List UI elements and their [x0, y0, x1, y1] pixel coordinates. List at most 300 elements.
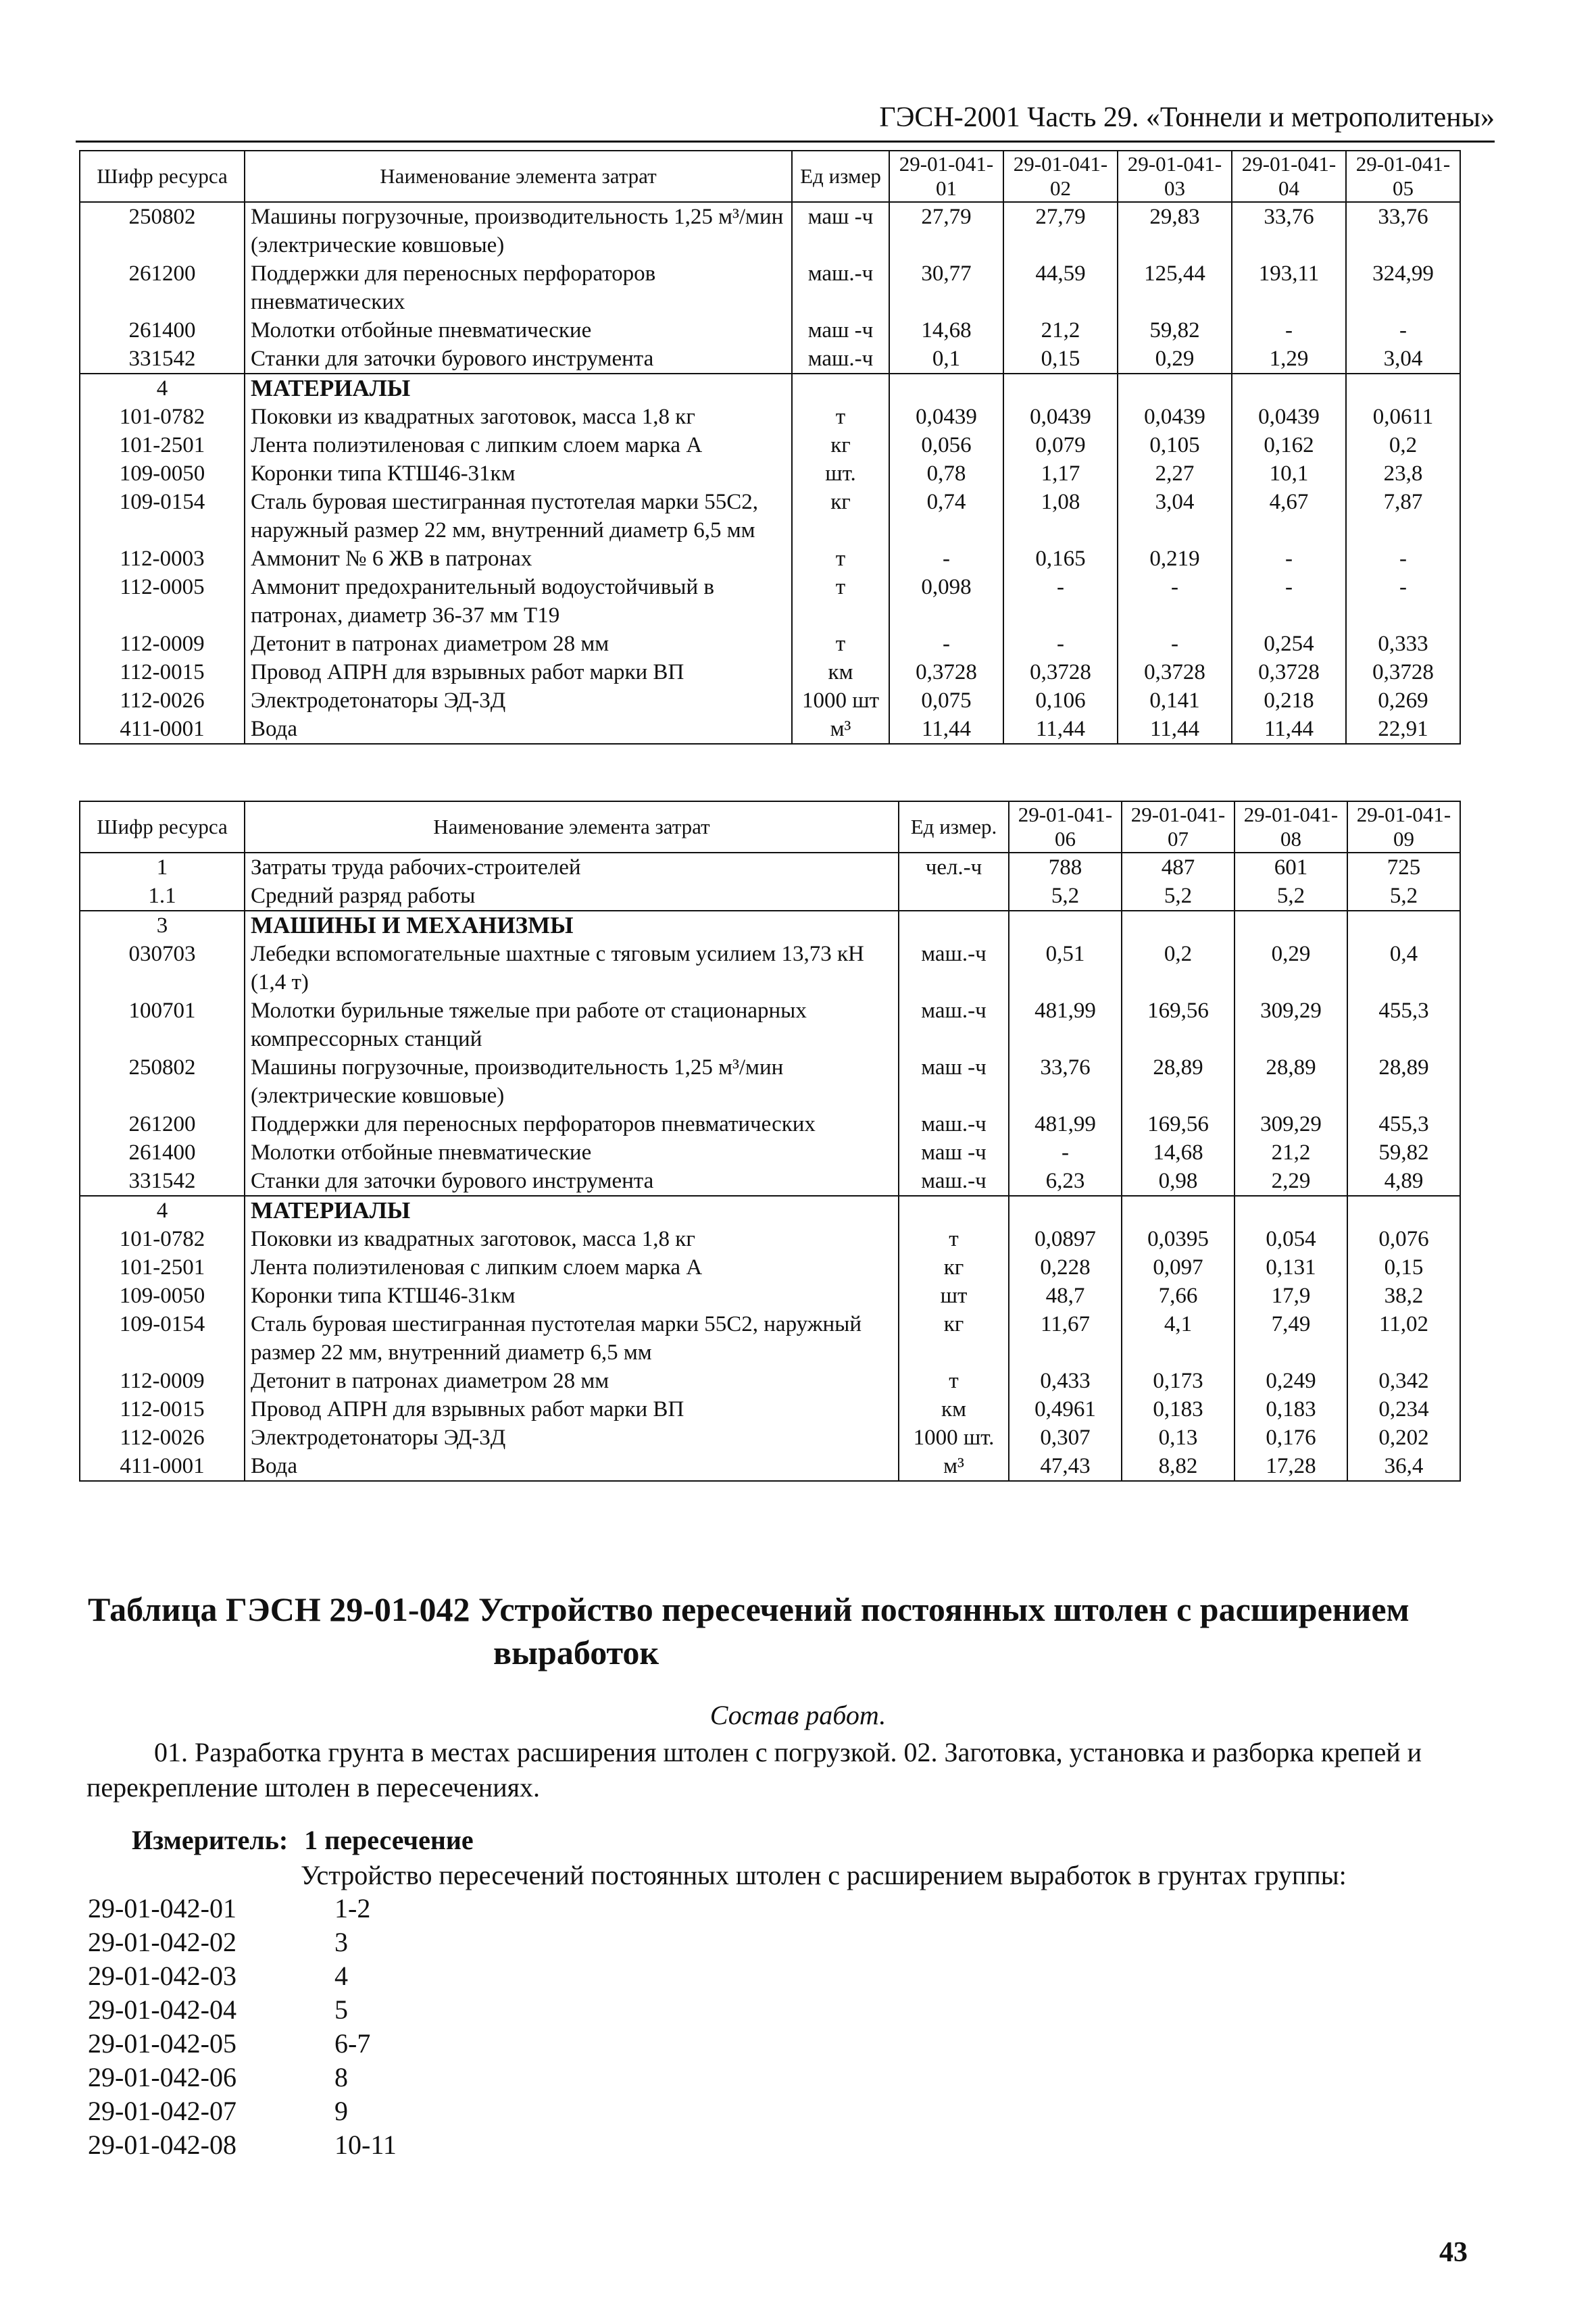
resource-unit: [792, 374, 889, 403]
variant-code: 29-01-042-02: [88, 1927, 236, 1957]
variants-caption: Устройство пересечений постоянных штолен с расширением выработок в грунтах группы:: [301, 1860, 1347, 1890]
resource-value: 14,68: [1122, 1138, 1235, 1167]
variant-row: [88, 2061, 397, 2094]
variant-row: [88, 1926, 397, 1959]
resource-value: 47,43: [1009, 1452, 1122, 1481]
table-row: [80, 488, 1460, 545]
resource-unit: т: [899, 1367, 1009, 1395]
resource-name: Машины погрузочные, производительность 1,25 м³/мин (электрические ковшовые): [245, 1053, 899, 1110]
resource-unit: км: [899, 1395, 1009, 1424]
resource-value: 59,82: [1347, 1138, 1460, 1167]
resource-value: -: [1232, 545, 1346, 573]
resource-value: 10,1: [1232, 459, 1346, 488]
section-row: [80, 1196, 1460, 1225]
resource-unit: 1000 шт.: [899, 1424, 1009, 1452]
resource-value: -: [1346, 316, 1460, 345]
resource-code: 112-0005: [80, 573, 245, 630]
resource-code: 112-0015: [80, 1395, 245, 1424]
resource-value: 3,04: [1346, 345, 1460, 374]
resource-value: 17,28: [1235, 1452, 1347, 1481]
resource-value: [1346, 374, 1460, 403]
resource-code: 411-0001: [80, 715, 245, 744]
resource-value: 1,17: [1003, 459, 1118, 488]
resource-value: 0,183: [1235, 1395, 1347, 1424]
resource-value: 1,29: [1232, 345, 1346, 374]
resource-value: 22,91: [1346, 715, 1460, 744]
table-row: [80, 1310, 1460, 1367]
resource-unit: маш.-ч: [899, 1110, 1009, 1138]
resource-value: 0,097: [1122, 1253, 1235, 1282]
column-header-name: Наименование элемента затрат: [245, 801, 899, 853]
resource-value: 0,249: [1235, 1367, 1347, 1395]
resource-value: [1235, 911, 1347, 940]
resource-value: 5,2: [1009, 882, 1122, 911]
table-row: [80, 1452, 1460, 1481]
column-header-variant: 29-01-041-05: [1346, 151, 1460, 202]
table-row: [80, 316, 1460, 345]
resource-value: 5,2: [1122, 882, 1235, 911]
resource-value: 2,29: [1235, 1167, 1347, 1196]
table-title: [88, 1588, 1507, 1674]
resource-value: 48,7: [1009, 1282, 1122, 1310]
resource-code: 261200: [80, 259, 245, 316]
variant-group: 1-2: [334, 1893, 371, 1923]
table-row: [80, 1367, 1460, 1395]
resource-value: 0,228: [1009, 1253, 1122, 1282]
resource-value: [1003, 374, 1118, 403]
resource-value: 0,433: [1009, 1367, 1122, 1395]
resource-value: 33,76: [1232, 202, 1346, 259]
resource-value: 2,27: [1118, 459, 1232, 488]
resource-value: 481,99: [1009, 997, 1122, 1053]
resource-value: 29,83: [1118, 202, 1232, 259]
table-row: [80, 1395, 1460, 1424]
resource-code: 109-0154: [80, 488, 245, 545]
variant-group: 8: [334, 2062, 348, 2092]
resource-value: 324,99: [1346, 259, 1460, 316]
resource-unit: т: [899, 1225, 1009, 1253]
variant-group: 5: [334, 1994, 348, 2025]
resource-value: 4,1: [1122, 1310, 1235, 1367]
resource-name: Средний разряд работы: [245, 882, 899, 911]
resource-value: 23,8: [1346, 459, 1460, 488]
column-header-code: Шифр ресурса: [80, 801, 245, 853]
resource-code: 1.1: [80, 882, 245, 911]
table-row: [80, 882, 1460, 911]
column-header-variant: 29-01-041-03: [1118, 151, 1232, 202]
resource-value: -: [1118, 573, 1232, 630]
variant-group: 10-11: [334, 2130, 397, 2160]
resource-value: 0,106: [1003, 686, 1118, 715]
resource-unit: шт.: [792, 459, 889, 488]
variant-code: 29-01-042-04: [88, 1994, 236, 2025]
resource-value: 11,44: [1003, 715, 1118, 744]
resource-code: 411-0001: [80, 1452, 245, 1481]
resource-code: 331542: [80, 1167, 245, 1196]
resource-value: 455,3: [1347, 1110, 1460, 1138]
resource-name: Машины погрузочные, производительность 1,25 м³/мин (электрические ковшовые): [245, 202, 792, 259]
variant-group: 3: [334, 1927, 348, 1957]
resource-value: 0,307: [1009, 1424, 1122, 1452]
resource-name: Вода: [245, 715, 792, 744]
resource-name: Лебедки вспомогательные шахтные с тяговым усилием 13,73 кН (1,4 т): [245, 940, 899, 997]
resource-value: 36,4: [1347, 1452, 1460, 1481]
resource-code: 261400: [80, 316, 245, 345]
resource-value: 21,2: [1003, 316, 1118, 345]
section-row: [80, 911, 1460, 940]
resource-unit: т: [792, 630, 889, 658]
resource-value: 0,162: [1232, 431, 1346, 459]
resource-name: Провод АПРН для взрывных работ марки ВП: [245, 1395, 899, 1424]
resource-name: Станки для заточки бурового инструмента: [245, 1167, 899, 1196]
resource-name: Аммонит № 6 ЖВ в патронах: [245, 545, 792, 573]
resource-value: 11,67: [1009, 1310, 1122, 1367]
resource-value: 0,098: [889, 573, 1003, 630]
resource-value: 0,0439: [1003, 403, 1118, 431]
resource-value: 7,66: [1122, 1282, 1235, 1310]
resource-value: 11,44: [889, 715, 1003, 744]
table-row: [80, 403, 1460, 431]
resource-value: 28,89: [1122, 1053, 1235, 1110]
resource-value: 0,15: [1347, 1253, 1460, 1282]
resource-value: -: [1346, 573, 1460, 630]
resource-value: 0,2: [1122, 940, 1235, 997]
resource-code: 112-0003: [80, 545, 245, 573]
resource-value: 28,89: [1347, 1053, 1460, 1110]
column-header-name: Наименование элемента затрат: [245, 151, 792, 202]
measure-label: Измеритель:: [132, 1825, 289, 1855]
resource-value: -: [1003, 573, 1118, 630]
resource-value: -: [889, 545, 1003, 573]
resource-code: 101-2501: [80, 1253, 245, 1282]
table-row: [80, 715, 1460, 744]
resource-value: [1347, 1196, 1460, 1225]
resource-unit: 1000 шт: [792, 686, 889, 715]
resource-unit: [899, 1196, 1009, 1225]
resource-value: 481,99: [1009, 1110, 1122, 1138]
table-title-line-1: Таблица ГЭСН 29-01-042 Устройство пересечений постоянных штолен с расширением: [88, 1590, 1410, 1628]
resource-unit: маш.-ч: [899, 1167, 1009, 1196]
resource-value: 0,74: [889, 488, 1003, 545]
resource-value: 0,054: [1235, 1225, 1347, 1253]
resource-value: [889, 374, 1003, 403]
resource-code: 261200: [80, 1110, 245, 1138]
resource-value: 0,3728: [1346, 658, 1460, 686]
resource-value: -: [1009, 1138, 1122, 1167]
resource-name: Электродетонаторы ЭД-3Д: [245, 1424, 899, 1452]
table-row: [80, 1138, 1460, 1167]
resource-code: 261400: [80, 1138, 245, 1167]
resource-code: 4: [80, 1196, 245, 1225]
variant-row: [88, 1959, 397, 1993]
table-row: [80, 1053, 1460, 1110]
resource-value: -: [1003, 630, 1118, 658]
resource-code: 112-0009: [80, 630, 245, 658]
variant-row: [88, 2094, 397, 2128]
resource-unit: кг: [899, 1310, 1009, 1367]
resource-value: 30,77: [889, 259, 1003, 316]
table-row: [80, 1225, 1460, 1253]
resource-value: [1009, 1196, 1122, 1225]
variant-group: 6-7: [334, 2028, 371, 2059]
resource-code: 100701: [80, 997, 245, 1053]
variant-code: 29-01-042-07: [88, 2096, 236, 2126]
resource-name: Вода: [245, 1452, 899, 1481]
resource-unit: м³: [899, 1452, 1009, 1481]
resource-value: 0,0897: [1009, 1225, 1122, 1253]
resource-unit: [899, 882, 1009, 911]
resource-value: 169,56: [1122, 997, 1235, 1053]
resource-value: 0,2: [1346, 431, 1460, 459]
resource-value: 5,2: [1347, 882, 1460, 911]
resource-name: Детонит в патронах диаметром 28 мм: [245, 1367, 899, 1395]
resource-value: 0,0395: [1122, 1225, 1235, 1253]
resource-value: 309,29: [1235, 1110, 1347, 1138]
resource-value: 27,79: [1003, 202, 1118, 259]
resource-unit: маш -ч: [792, 202, 889, 259]
variant-group: 9: [334, 2096, 348, 2126]
variant-row: [88, 1993, 397, 2027]
table-row: [80, 202, 1460, 259]
table-row: [80, 1253, 1460, 1282]
resource-value: [1347, 911, 1460, 940]
resource-value: [1122, 911, 1235, 940]
resource-value: [1122, 1196, 1235, 1225]
resource-code: 112-0026: [80, 686, 245, 715]
resource-value: 11,02: [1347, 1310, 1460, 1367]
resource-unit: маш.-ч: [899, 997, 1009, 1053]
resource-value: 38,2: [1347, 1282, 1460, 1310]
resource-unit: шт: [899, 1282, 1009, 1310]
resource-unit: маш -ч: [899, 1053, 1009, 1110]
section-title: МАТЕРИАЛЫ: [245, 1196, 899, 1225]
resource-code: 250802: [80, 202, 245, 259]
section-title: МАШИНЫ И МЕХАНИЗМЫ: [245, 911, 899, 940]
resource-value: 0,3728: [1232, 658, 1346, 686]
measure-line: [132, 1824, 474, 1856]
resource-value: 0,51: [1009, 940, 1122, 997]
resource-code: 112-0015: [80, 658, 245, 686]
resource-name: Аммонит предохранительный водоустойчивый в патронах, диаметр 36-37 мм Т19: [245, 573, 792, 630]
table-row: [80, 997, 1460, 1053]
table-row: [80, 1424, 1460, 1452]
resource-value: 0,3728: [889, 658, 1003, 686]
resource-value: 0,29: [1235, 940, 1347, 997]
table-row: [80, 1167, 1460, 1196]
resource-table-041-01-05: [79, 150, 1461, 745]
table-row: [80, 459, 1460, 488]
resource-value: 0,056: [889, 431, 1003, 459]
resource-unit: маш.-ч: [792, 259, 889, 316]
resource-code: 109-0050: [80, 459, 245, 488]
resource-unit: маш.-ч: [792, 345, 889, 374]
resource-value: 0,0439: [889, 403, 1003, 431]
resource-code: 1: [80, 853, 245, 882]
resource-value: -: [1346, 545, 1460, 573]
resource-value: -: [1232, 316, 1346, 345]
resource-value: 0,254: [1232, 630, 1346, 658]
resource-value: 6,23: [1009, 1167, 1122, 1196]
resource-value: -: [1232, 573, 1346, 630]
resource-unit: маш -ч: [792, 316, 889, 345]
resource-code: 250802: [80, 1053, 245, 1110]
resource-value: 487: [1122, 853, 1235, 882]
resource-value: 0,234: [1347, 1395, 1460, 1424]
page-number: 43: [1439, 2237, 1468, 2268]
resource-name: Поддержки для переносных перфораторов пневматических: [245, 259, 792, 316]
resource-table-041-06-09: [79, 801, 1461, 1482]
resource-unit: т: [792, 545, 889, 573]
column-header-unit: Ед измер.: [899, 801, 1009, 853]
resource-value: 0,173: [1122, 1367, 1235, 1395]
resource-value: 0,105: [1118, 431, 1232, 459]
page-header: ГЭСН-2001 Часть 29. «Тоннели и метрополитены»: [76, 101, 1495, 143]
resource-value: 7,87: [1346, 488, 1460, 545]
variant-code: 29-01-042-08: [88, 2130, 236, 2160]
resource-value: 17,9: [1235, 1282, 1347, 1310]
resource-unit: [899, 911, 1009, 940]
resource-value: 11,44: [1232, 715, 1346, 744]
resource-value: 7,49: [1235, 1310, 1347, 1367]
resource-unit: кг: [792, 488, 889, 545]
resource-value: 725: [1347, 853, 1460, 882]
resource-name: Поковки из квадратных заготовок, масса 1,8 кг: [245, 1225, 899, 1253]
table-row: [80, 853, 1460, 882]
variant-row: [88, 2128, 397, 2162]
resource-value: 0,269: [1346, 686, 1460, 715]
resource-unit: чел.-ч: [899, 853, 1009, 882]
column-header-variant: 29-01-041-02: [1003, 151, 1118, 202]
resource-code: 101-0782: [80, 403, 245, 431]
column-header-variant: 29-01-041-07: [1122, 801, 1235, 853]
resource-value: 0,076: [1347, 1225, 1460, 1253]
resource-name: Сталь буровая шестигранная пустотелая марки 55С2, наружный размер 22 мм, внутренний диаметр 6,5 мм: [245, 1310, 899, 1367]
resource-value: 0,079: [1003, 431, 1118, 459]
variant-row: [88, 1892, 397, 1926]
variants-list: [88, 1892, 397, 2162]
resource-value: 28,89: [1235, 1053, 1347, 1110]
resource-value: 0,98: [1122, 1167, 1235, 1196]
composition-heading: Состав работ.: [709, 1700, 887, 1730]
resource-value: 0,0439: [1232, 403, 1346, 431]
resource-value: 27,79: [889, 202, 1003, 259]
table-row: [80, 630, 1460, 658]
resource-value: 59,82: [1118, 316, 1232, 345]
composition-text: 01. Разработка грунта в местах расширения штолен с погрузкой. 02. Заготовка, установка и разборка крепей и перекрепление штолен в пересечениях.: [86, 1737, 1422, 1803]
column-header-variant: 29-01-041-01: [889, 151, 1003, 202]
table-row: [80, 259, 1460, 316]
resource-value: 0,141: [1118, 686, 1232, 715]
resource-value: [1232, 374, 1346, 403]
resource-unit: м³: [792, 715, 889, 744]
resource-value: 44,59: [1003, 259, 1118, 316]
variant-row: [88, 2027, 397, 2061]
resource-name: Поддержки для переносных перфораторов пневматических: [245, 1110, 899, 1138]
resource-value: 33,76: [1346, 202, 1460, 259]
resource-code: 101-2501: [80, 431, 245, 459]
resource-name: Электродетонаторы ЭД-3Д: [245, 686, 792, 715]
resource-value: 0,218: [1232, 686, 1346, 715]
resource-value: 0,4: [1347, 940, 1460, 997]
resource-value: 33,76: [1009, 1053, 1122, 1110]
table-row: [80, 345, 1460, 374]
resource-name: Молотки отбойные пневматические: [245, 1138, 899, 1167]
resource-value: 0,0439: [1118, 403, 1232, 431]
resource-name: Сталь буровая шестигранная пустотелая марки 55С2, наружный размер 22 мм, внутренний диаметр 6,5 мм: [245, 488, 792, 545]
resource-value: [1118, 374, 1232, 403]
resource-value: 193,11: [1232, 259, 1346, 316]
resource-value: 455,3: [1347, 997, 1460, 1053]
resource-value: 11,44: [1118, 715, 1232, 744]
resource-unit: маш.-ч: [899, 940, 1009, 997]
resource-unit: кг: [792, 431, 889, 459]
resource-value: 0,342: [1347, 1367, 1460, 1395]
resource-code: 3: [80, 911, 245, 940]
resource-value: 21,2: [1235, 1138, 1347, 1167]
resource-value: 0,075: [889, 686, 1003, 715]
variant-code: 29-01-042-06: [88, 2062, 236, 2092]
resource-unit: т: [792, 403, 889, 431]
resource-unit: кг: [899, 1253, 1009, 1282]
column-header-unit: Ед измер: [792, 151, 889, 202]
table-row: [80, 686, 1460, 715]
resource-name: Поковки из квадратных заготовок, масса 1,8 кг: [245, 403, 792, 431]
table-row: [80, 431, 1460, 459]
table-row: [80, 573, 1460, 630]
resource-value: 1,08: [1003, 488, 1118, 545]
column-header-code: Шифр ресурса: [80, 151, 245, 202]
resource-value: 0,219: [1118, 545, 1232, 573]
table-title-line-2: выработок: [493, 1634, 659, 1671]
resource-value: 0,4961: [1009, 1395, 1122, 1424]
resource-name: Коронки типа КТШ46-31км: [245, 459, 792, 488]
resource-name: Коронки типа КТШ46-31км: [245, 1282, 899, 1310]
column-header-variant: 29-01-041-08: [1235, 801, 1347, 853]
resource-name: Молотки бурильные тяжелые при работе от стационарных компрессорных станций: [245, 997, 899, 1053]
resource-value: 601: [1235, 853, 1347, 882]
resource-value: 0,333: [1346, 630, 1460, 658]
variant-code: 29-01-042-01: [88, 1893, 236, 1923]
column-header-variant: 29-01-041-04: [1232, 151, 1346, 202]
table-row: [80, 1282, 1460, 1310]
resource-value: 0,3728: [1003, 658, 1118, 686]
resource-value: -: [1118, 630, 1232, 658]
resource-value: 0,13: [1122, 1424, 1235, 1452]
resource-name: Лента полиэтиленовая с липким слоем марка А: [245, 431, 792, 459]
variant-code: 29-01-042-05: [88, 2028, 236, 2059]
resource-code: 112-0009: [80, 1367, 245, 1395]
resource-value: 788: [1009, 853, 1122, 882]
resource-name: Молотки отбойные пневматические: [245, 316, 792, 345]
resource-value: 8,82: [1122, 1452, 1235, 1481]
resource-value: 0,183: [1122, 1395, 1235, 1424]
resource-value: 0,202: [1347, 1424, 1460, 1452]
resource-name: Станки для заточки бурового инструмента: [245, 345, 792, 374]
resource-value: 309,29: [1235, 997, 1347, 1053]
resource-code: 109-0154: [80, 1310, 245, 1367]
resource-value: 5,2: [1235, 882, 1347, 911]
resource-value: 0,0611: [1346, 403, 1460, 431]
section-row: [80, 374, 1460, 403]
column-header-variant: 29-01-041-06: [1009, 801, 1122, 853]
resource-code: 4: [80, 374, 245, 403]
resource-code: 030703: [80, 940, 245, 997]
resource-unit: км: [792, 658, 889, 686]
table-row: [80, 1110, 1460, 1138]
table-header-row: [80, 151, 1460, 202]
resource-value: [1009, 911, 1122, 940]
resource-value: 0,165: [1003, 545, 1118, 573]
